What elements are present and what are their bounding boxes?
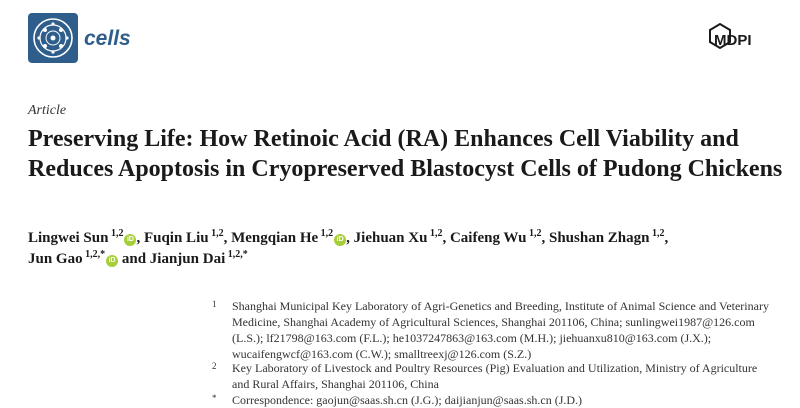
affiliation-1 [212,298,772,362]
publisher-name: MDPI [714,32,752,49]
article-title: Preserving Life: How Retinoic Acid (RA) Enhances Cell Viability and Reduces Apoptosis in Cryopreserved Blastocyst Cells of Pudong Chickens [28,126,783,182]
author-separator: , [136,230,144,246]
correspondence-marker: * [212,393,217,403]
mdpi-logo[interactable] [706,22,774,56]
author-affiliation-sup: 1,2 [649,228,665,239]
author-affiliation-sup: 1,2 [108,228,124,239]
author-separator: , [346,230,354,246]
author[interactable]: Jun Gao [28,251,83,267]
affiliation-number: 2 [212,361,217,371]
author[interactable]: Jiehuan Xu [353,230,428,246]
author-list [28,228,788,270]
article-type: Article [28,103,67,118]
author-separator: , [223,230,232,246]
affiliation-text: Shanghai Municipal Key Laboratory of Agri-Genetics and Breeding, Institute of Animal Science and Veterinary Medicine, Shanghai Academy of Agricultural Sciences, Shanghai 201106, China; sunlingwei1987@126.com (L.S.); lf21798@163.com (F.L.); he1037247863@163.com (M.H.); jiehuanxu810@163.com (J.X.); wucaifengwcf@163.com (C.W.); smalltreexj@126.com (S.Z.) [232,299,769,361]
author-affiliation-sup: 1,2 [208,228,224,239]
author[interactable]: Fuqin Liu [143,230,209,246]
orcid-icon[interactable]: iD [106,255,118,267]
mdpi-logo-icon [706,22,774,56]
affiliation-number: 1 [212,299,217,309]
author-separator: , [442,230,450,246]
affiliation-text: Key Laboratory of Livestock and Poultry Resources (Pig) Evaluation and Utilization, Ministry of Agriculture and Rural Affairs, Shanghai 201106, China [232,361,758,391]
author[interactable]: Shushan Zhagn [549,230,650,246]
correspondence-text: Correspondence: gaojun@saas.sh.cn (J.G.); daijianjun@saas.sh.cn (J.D.) [232,393,583,407]
author-separator: , [541,230,549,246]
author-joiner: and [118,251,150,267]
author-affiliation-sup: 1,2,* [225,249,248,260]
author-affiliation-sup: 1,2 [526,228,542,239]
journal-name[interactable]: cells [84,27,131,50]
orcid-icon[interactable]: iD [334,234,346,246]
cells-logo-icon [28,13,78,63]
author-affiliation-sup: 1,2,* [82,249,106,260]
orcid-icon[interactable]: iD [124,234,136,246]
correspondence [212,392,772,408]
author-affiliation-sup: 1,2 [318,228,334,239]
author[interactable]: Mengqian He [231,230,319,246]
affiliation-2 [212,360,772,392]
author[interactable]: Caifeng Wu [449,230,527,246]
author[interactable]: Lingwei Sun [28,230,109,246]
author-separator: , [664,230,669,246]
author[interactable]: Jianjun Dai [149,251,226,267]
author-affiliation-sup: 1,2 [427,228,443,239]
